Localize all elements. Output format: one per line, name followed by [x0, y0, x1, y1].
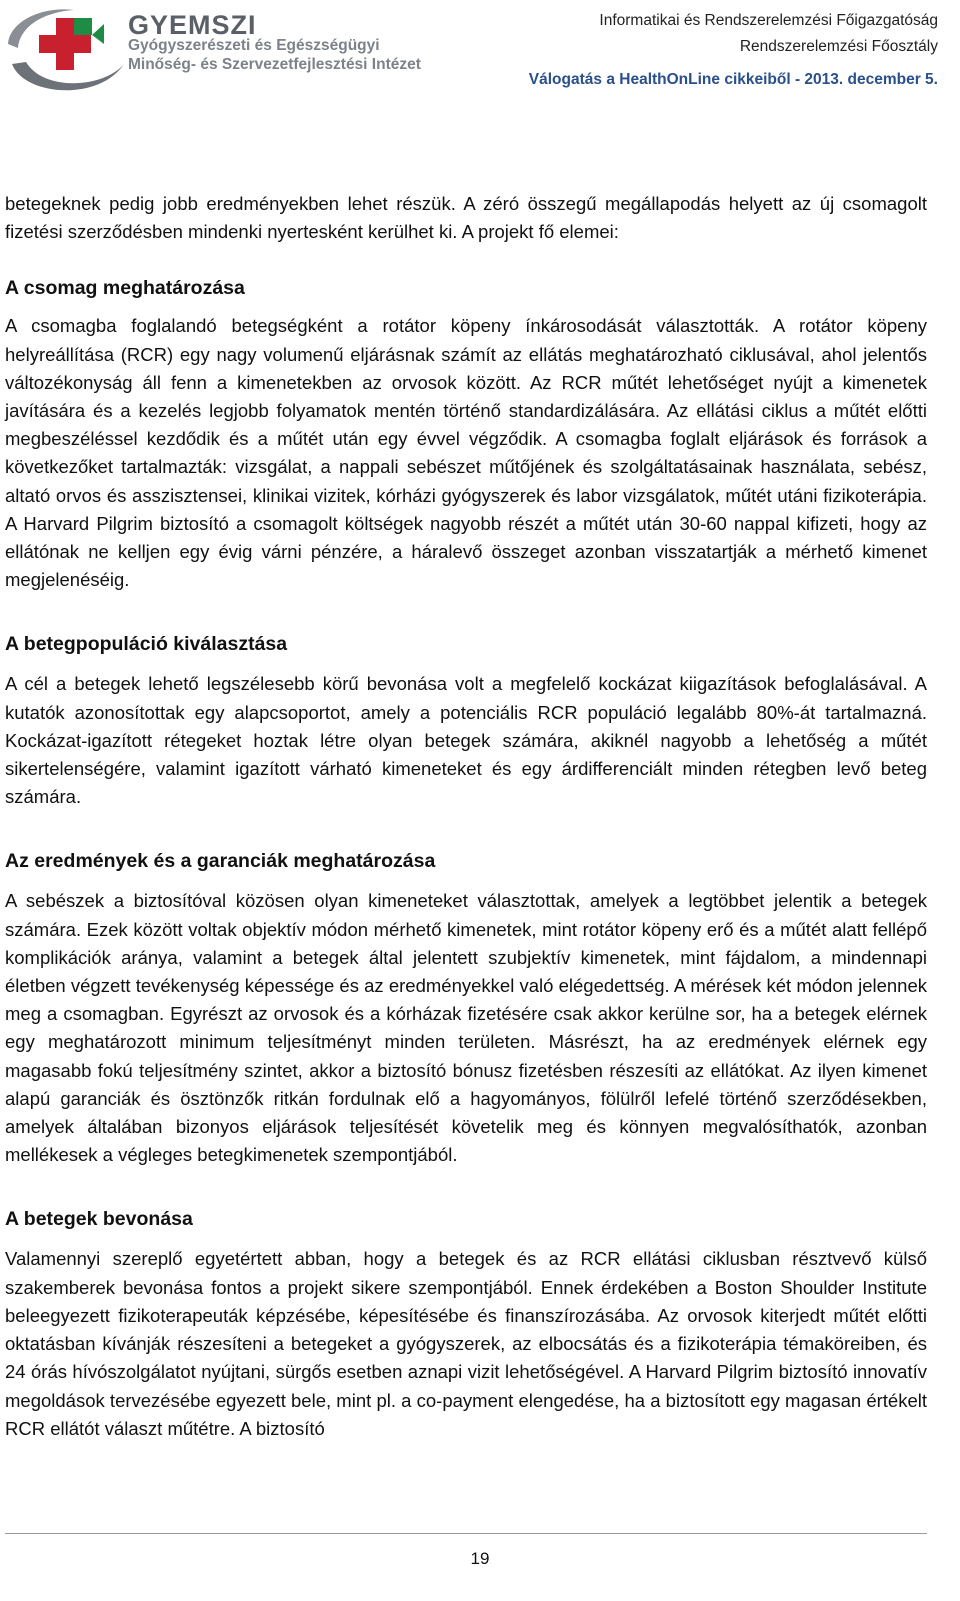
- header-issue-title: Válogatás a HealthOnLine cikkeiből - 2013. december 5.: [528, 71, 938, 88]
- logo-emblem-icon: [4, 4, 130, 98]
- logo-subtitle-1: Gyógyszerészeti és Egészségügyi: [128, 37, 380, 54]
- page-number: 19: [470, 1549, 490, 1568]
- section-heading-population: A betegpopuláció kiválasztása: [5, 633, 288, 656]
- footer-divider: [5, 1533, 927, 1534]
- section-text-package: A csomagba foglalandó betegségként a rotátor köpeny ínkárosodását választották. A rotátor köpeny helyreállítása (RCR) egy nagy volumenű eljárásnak számít az ellátás meghatározható ciklusával, ahol jelentős változékonyság áll fenn a kimenetekben az orvosok között. Az RCR műtét lehetőséget nyújt a kimenetek javítására és a kezelés legjobb folyamatok mentén történő standardizálására. Az ellátási ciklus a műtét előtti megbeszéléssel kezdődik és a műtét után egy évvel végződik. A csomagba foglalt eljárások és források a következőket tartalmazták: vizsgálat, a nappali sebészet műtőjének és szolgáltatásainak használata, sebész, altató orvos és asszisztensei, klinikai vizitek, kórházi gyógyszerek és labor vizsgálatok, műtét utáni fizikoterápia. A Harvard Pilgrim biztosító a csomagolt költségek nagyobb részét a műtét után 30-60 nappal kifizeti, hogy az ellátónak ne kelljen egy évig várni pénzére, a háralevő összeget azonban visszatartják a mérhető kimenet megjelenéséig.: [5, 315, 927, 591]
- section-text-population: A cél a betegek lehető legszélesebb körű bevonása volt a megfelelő kockázat kiigazítások befoglalásával. A kutatók azonosítottak egy alapcsoportot, amely a potenciális RCR populáció legalább 80%-át tartalmazná. Kockázat-igazított rétegeket hoztak létre olyan betegek számára, akiknél nagyobb a lehetőség a műtét sikertelenségére, valamint igazított várható kimeneteket és egy árdifferenciált minden rétegben levő beteg számára.: [5, 673, 927, 808]
- section-text-involvement: Valamennyi szereplő egyetértett abban, hogy a betegek és az RCR ellátási ciklusban résztvevő külső szakemberek bevonása fontos a projekt sikere szempontjából. Ennek érdekében a Boston Shoulder Institute beleegyezett fizikoterapeuták képzésébe, képesítésébe és finanszírozásába. Az orvosok kiterjedt műtét előtti oktatásban kívánják részesíteni a betegeket a gyógyszerek, az elbocsátás és a fizikoterápia témaköreiben, és 24 órás hívószolgálatot nyújtani, sürgős esetben aznapi vizit lehetőségével. A Harvard Pilgrim biztosító innovatív megoldások tervezésébe egyezett bele, mint pl. a co-payment elengedése, ha a biztosított egy magasan értékelt RCR ellátót választ műtétre. A biztosító: [5, 1248, 927, 1439]
- logo-title: GYEMSZI: [128, 10, 257, 40]
- logo-subtitle-2: Minőség- és Szervezetfejlesztési Intézet: [128, 56, 421, 73]
- header-department: Rendszerelemzési Főosztály: [739, 38, 938, 55]
- intro-paragraph: betegeknek pedig jobb eredményekben lehet részük. A zéró összegű megállapodás helyett az új csomagolt fizetési szerződésben mindenki nyertesként kerülhet ki. A projekt fő elemei:: [5, 193, 927, 243]
- gyemszi-logo: [4, 4, 474, 96]
- page-header: [0, 0, 960, 100]
- document-body: [5, 190, 927, 1443]
- section-heading-outcomes: Az eredmények és a garanciák meghatározása: [5, 850, 436, 873]
- section-heading-involvement: A betegek bevonása: [5, 1208, 193, 1231]
- section-heading-package: A csomag meghatározása: [5, 277, 245, 300]
- section-text-outcomes: A sebészek a biztosítóval közösen olyan kimeneteket választottak, amelyek a legtöbbet jelentik a betegek számára. Ezek között voltak objektív módon mérhető kimenetek, mint rotátor köpeny erő és a műtét alatt fellépő komplikációk aránya, valamint a betegek által jelentett szubjektív kimenetek, mint fájdalom, a mindennapi életben végzett tevékenység képessége és az eredményekkel való elégedettség. A mérések két módon jelennek meg a csomagban. Egyrészt az orvosok és a kórházak fizetésére csak akkor kerülne sor, ha a betegek elérnek egy meghatározott minimum teljesítményt minden területen. Másrészt, ha az eredmények elérnek egy magasabb fokú teljesítmény szintet, akkor a biztosító bónusz fizetésben részesíti az ellátókat. Az ilyen kimenet alapú garanciák és ösztönzők ritkán fordulnak elő a hagyományos, fölülről lefelé történő szerződésekben, amelyek általában bizonyos eljárások teljesítését követelik meg és könnyen megvalósíthatók, azonban mellékesek a végleges betegkimenetek szempontjából.: [5, 890, 927, 1166]
- header-directorate: Informatikai és Rendszerelemzési Főigazgatóság: [599, 12, 938, 29]
